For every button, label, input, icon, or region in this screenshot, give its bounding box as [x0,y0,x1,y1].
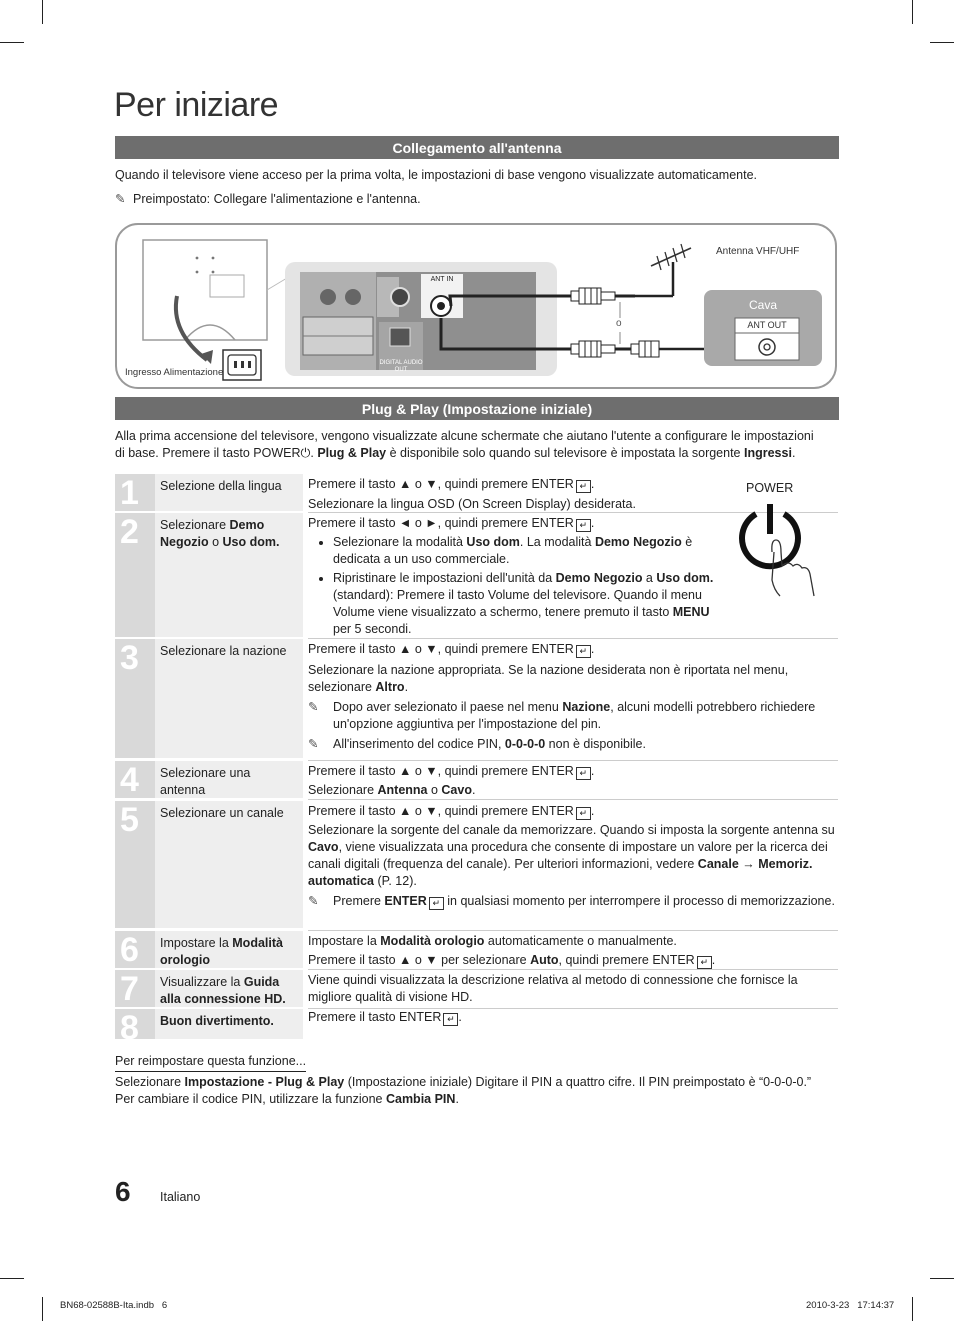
step-label [155,970,303,1007]
crop-mark [912,1297,913,1321]
footer-filename: BN68-02588B-Ita.indb 6 [60,1300,168,1311]
step-4-description: Premere il tasto ▲ o ▼, quindi premere ENTER ↵ . Selezionare Antenna o Cavo. [308,764,595,797]
enter-icon: ↵ [429,897,444,910]
enter-icon: ↵ [576,519,591,532]
text: , quindi premere [558,953,653,967]
step-number: 8 [115,1009,155,1039]
or-label: o [616,318,622,329]
step-5-description: Premere il tasto ▲ o ▼, quindi premere ENTER ↵ . Selezionare la sorgente del canale da memorizzare. Quando si imposta la sorgente antenna su Cavo, viene visualizzata una procedura che consente di impostare un valore per la ricerca dei canali digitali (frequenza del canale). Per ulteriori informazioni, vedere Canale → Memoriz. automatica (P. 12). ✎ Premere ENTER ↵ in qualsiasi momento per interrompere il processo di memorizzazione. [308,804,835,908]
text: Auto [530,953,559,967]
crop-mark [0,1278,24,1279]
plug-play-intro [115,428,839,462]
antenna-note [115,191,839,208]
text: in qualsiasi momento per interrompere il processo di memorizzazione. [443,894,835,908]
antenna-intro: Quando il televisore viene acceso per la prima volta, le impostazioni di base vengono visualizzate automaticamente. [115,168,758,182]
text: . [471,783,476,797]
text: Premere il tasto ▲ o ▼ per selezionare [308,953,531,967]
text: non è disponibile. [545,737,646,751]
text: Selezionare la nazione appropriata. Se la nazione desiderata non è riportata nel menu, selezionare [308,663,789,694]
page-language: Italiano [160,1190,201,1204]
enter-icon: ↵ [576,807,591,820]
ant-in-label: ANT IN [430,276,454,283]
antenna-note-text: Preimpostato: Collegare l'alimentazione e l'antenna. [133,192,421,206]
ant-out-label: ANT OUT [747,320,787,330]
text: o [427,783,442,797]
text: Guida alla connessione HD. [160,975,286,1006]
step-label: Selezionare una antenna [155,761,303,798]
text: Premere il tasto ▲ o ▼, quindi premere [308,477,532,491]
text: ENTER [531,477,574,491]
text: MENU [672,605,710,619]
section-heading-antenna: Collegamento all'antenna [115,136,839,159]
enter-icon: ↵ [697,956,712,969]
reset-text [115,1074,839,1108]
cable-label: Cava [748,298,777,312]
text: Cambia PIN [385,1092,456,1106]
text: Premere [333,894,385,908]
step-number: 2 [115,513,155,637]
text: per 5 secondi. [333,622,412,636]
step-8-description: Premere il tasto ENTER ↵ . [308,1010,462,1024]
step-label: Selezione della lingua [155,474,303,511]
text: o [208,535,223,549]
text: Plug & Play [317,446,387,460]
enter-icon: ↵ [576,645,591,658]
step-number: 7 [115,970,155,1007]
enter-icon: ↵ [443,1013,458,1026]
crop-mark [42,1297,43,1321]
power-icon: ⏻ [300,446,311,460]
crop-mark [42,0,43,24]
text: automaticamente o manualmente. [484,934,677,948]
text: Selezionare [115,1075,185,1089]
crop-mark [0,42,24,43]
text: ENTER [531,804,574,818]
text: . [791,446,796,460]
note-pencil-icon: ✎ [308,894,319,908]
page-number: 6 [115,1176,131,1207]
step-1-description: Premere il tasto ▲ o ▼, quindi premere ENTER ↵ . Selezionare la lingua OSD (On Screen Display) desiderata. [308,476,718,515]
power-label: POWER [746,481,794,495]
text: Demo Negozio [555,571,643,585]
text: è dedicata a un uso commerciale. [333,535,693,566]
text: Memoriz. automatica [308,857,813,888]
list-item [333,570,718,638]
text: Canale [697,857,739,871]
step-2-description: Premere il tasto ◄ o ►, quindi premere ENTER ↵ . • Selezionare la modalità Uso dom. La modalità Demo Negozio è dedicata a un uso commerciale. • Ripristinare le impostazioni dell'unità da Demo Negozio a Uso dom. (standard): Premere il tasto Volume del televisore. Quando il menu Volume viene visualizzato a schermo, tenere premuto il tasto MENU per 5 secondi. [308,515,718,640]
note-pencil-icon: ✎ [308,700,319,714]
footer-timestamp: 2010-3-23 17:14:37 [806,1300,895,1311]
text: , alcuni modelli potrebbero richiedere un'opzione aggiuntiva per l'impostazione del pin. [333,700,816,731]
text: , viene visualizzata una procedura che consente di impostare un valore per la ricerca dei canali digitali (frequenza del canale). Per ulteriori informazioni, vedere [308,840,828,871]
text: Demo Negozio [160,518,265,549]
text: Altro [375,680,405,694]
text: POWER [253,446,301,460]
step-label: Buon divertimento. [155,1009,303,1039]
text: Premere il tasto ◄ o ►, quindi premere [308,516,532,530]
step-number: 4 [115,761,155,798]
crop-mark [930,1278,954,1279]
text: ENTER [531,516,574,530]
enter-icon: ↵ [576,480,591,493]
text: Uso dom. [222,535,280,549]
divider [308,760,838,761]
enter-icon: ↵ [576,767,591,780]
text: è disponibile solo quando sul televisore è impostata la sorgente [386,446,744,460]
text: → [738,857,759,871]
text: Impostare la [308,934,381,948]
text: Modalità orologio [380,934,485,948]
text: Dopo aver selezionato il paese nel menu [333,700,563,714]
text: . [404,680,409,694]
text: Uso dom [466,535,520,549]
text: Selezionare [308,783,378,797]
text: Premere il tasto ▲ o ▼, quindi premere [308,764,532,778]
text: Per cambiare il codice PIN, utilizzare la funzione [115,1092,386,1106]
step-label [155,513,303,637]
list-item [333,534,718,568]
step-number: 6 [115,931,155,968]
antenna-vhf-label: Antenna VHF/UHF [716,246,800,257]
plug-play-intro-line2 [115,445,839,462]
text: Selezionare la sorgente del canale da memorizzare. Quando si imposta la sorgente antenna su [308,823,835,837]
text: ENTER [399,1010,442,1024]
step-number: 3 [115,639,155,758]
step-label: Selezionare un canale [155,801,303,928]
text: Impostazione - Plug & Play [184,1075,345,1089]
text: di base. Premere il tasto [115,446,254,460]
text: Modalità orologio [160,936,283,967]
text: Cavo [308,840,339,854]
crop-mark [930,42,954,43]
text: Uso dom. [656,571,714,585]
text: Demo Negozio [594,535,682,549]
step-label [155,931,303,968]
text: Nazione [562,700,611,714]
text: . [455,1092,459,1106]
text: Visualizzare la [160,975,244,989]
crop-mark [912,0,913,24]
step-number: 1 [115,474,155,511]
step-3-description: Premere il tasto ▲ o ▼, quindi premere ENTER ↵ . Selezionare la nazione appropriata. Se la nazione desiderata non è riportata nel menu, selezionare Altro. ✎ Dopo aver selezionato il paese nel menu Nazione, alcuni modelli potrebbero richiedere un'opzione aggiuntiva per l'impostazione del pin. ✎ All'inserimento del codice PIN, 0-0-0-0 non è disponibile. [308,642,816,751]
text: ENTER [531,764,574,778]
text: 0-0-0-0 [504,737,546,751]
text: Selezionare la modalità [333,535,467,549]
plug-play-intro-line1: Alla prima accensione del televisore, vengono visualizzate alcune schermate che aiutano l'utente a configurare le impostazioni [115,429,814,443]
text: Selezionare la lingua OSD (On Screen Display) desiderata. [308,497,636,511]
step-6-description: Impostare la Modalità orologio automaticamente o manualmente. Premere il tasto ▲ o ▼ per selezionare Auto, quindi premere ENTER ↵ . [308,934,716,967]
power-button-illustration [738,500,824,602]
text: Premere il tasto [308,1010,400,1024]
text: Ripristinare le impostazioni dell'unità da [333,571,556,585]
text: Antenna [377,783,428,797]
reset-heading: Per reimpostare questa funzione... [115,1053,306,1072]
text: All'inserimento del codice PIN, [333,737,505,751]
text: ENTER [384,894,427,908]
text: Cavo [441,783,472,797]
step-number: 5 [115,801,155,928]
text: Impostare la [160,936,233,950]
digital-audio-label: DIGITAL AUDIO OUT [379,360,423,373]
text: . La modalità [519,535,595,549]
page-title: Per iniziare [114,86,279,124]
text: Premere il tasto ▲ o ▼, quindi premere [308,642,532,656]
text: (P. 12). [374,874,417,888]
text: Selezionare [160,518,230,532]
text: . [310,446,318,460]
text: a [642,571,657,585]
divider [308,930,838,931]
power-input-label: Ingresso Alimentazione [125,367,224,378]
section-heading-plug-play: Plug & Play (Impostazione iniziale) [115,397,839,420]
step-7-description: Viene quindi visualizzata la descrizione relativa al metodo di connessione che fornisce la migliore qualità di visione HD. [308,973,798,1004]
step-label: Selezionare la nazione [155,639,303,758]
text: (standard): Premere il tasto Volume del televisore. Quando il menu Volume viene visualizzato a schermo, tenere premuto il tasto [333,588,702,619]
text: Ingressi [744,446,792,460]
text: (Impostazione iniziale) Digitare il PIN a quattro cifre. Il PIN preimpostato è “0-0-0-0.” [344,1075,812,1089]
text: ENTER [531,642,574,656]
note-pencil-icon: ✎ [308,737,319,751]
text: Premere il tasto ▲ o ▼, quindi premere [308,804,532,818]
text: ENTER [652,953,695,967]
note-pencil-icon: ✎ [115,192,126,206]
